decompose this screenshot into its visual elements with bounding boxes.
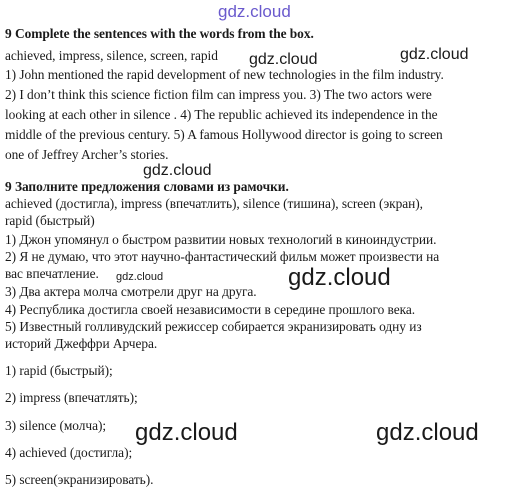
english-line: one of Jeffrey Archer’s stories. xyxy=(5,147,169,162)
russian-word-box: achieved (достигла), impress (впечатлить), silence (тишина), screen (экран), xyxy=(5,196,423,211)
answer-item: 1) rapid (быстрый); xyxy=(5,363,113,378)
watermark: gdz.cloud xyxy=(249,51,318,68)
russian-line: 4) Республика достигла своей независимости в середине прошлого века. xyxy=(5,302,416,317)
english-heading: 9 Complete the sentences with the words from the box. xyxy=(5,26,314,41)
english-line: 1) John mentioned the rapid development of new technologies in the film industry. xyxy=(5,67,444,82)
answer-item: 2) impress (впечатлять); xyxy=(5,390,138,405)
english-line: looking at each other in silence . 4) The republic achieved its independence in the xyxy=(5,107,438,122)
watermark: gdz.cloud xyxy=(116,271,164,283)
watermark: gdz.cloud xyxy=(135,419,238,446)
russian-line: 3) Два актера молча смотрели друг на друга. xyxy=(5,284,257,299)
english-word-box: achieved, impress, silence, screen, rapid xyxy=(5,48,218,63)
english-line: middle of the previous century. 5) A famous Hollywood director is going to screen xyxy=(5,127,443,142)
answer-item: 3) silence (молча); xyxy=(5,418,107,433)
russian-line: 2) Я не думаю, что этот научно-фантастический фильм может произвести на xyxy=(5,249,440,264)
watermark: gdz.cloud xyxy=(400,46,469,63)
watermark-top: gdz.cloud xyxy=(218,2,291,21)
russian-line: 5) Известный голливудский режиссер собирается экранизировать одну из xyxy=(5,319,422,334)
russian-line: историй Джеффри Арчера. xyxy=(5,336,158,351)
russian-word-box: rapid (быстрый) xyxy=(5,213,95,228)
answer-item: 4) achieved (достигла); xyxy=(5,445,133,460)
russian-heading: 9 Заполните предложения словами из рамочки. xyxy=(5,179,289,194)
english-line: 2) I don’t think this science fiction film can impress you. 3) The two actors were xyxy=(5,87,432,102)
watermark: gdz.cloud xyxy=(288,264,391,291)
russian-line: 1) Джон упомянул о быстром развитии новых технологий в киноиндустрии. xyxy=(5,232,437,247)
answer-item: 5) screen(экранизировать). xyxy=(5,472,154,487)
russian-line: вас впечатление. xyxy=(5,266,99,281)
watermark: gdz.cloud xyxy=(376,419,479,446)
watermark: gdz.cloud xyxy=(143,162,212,179)
